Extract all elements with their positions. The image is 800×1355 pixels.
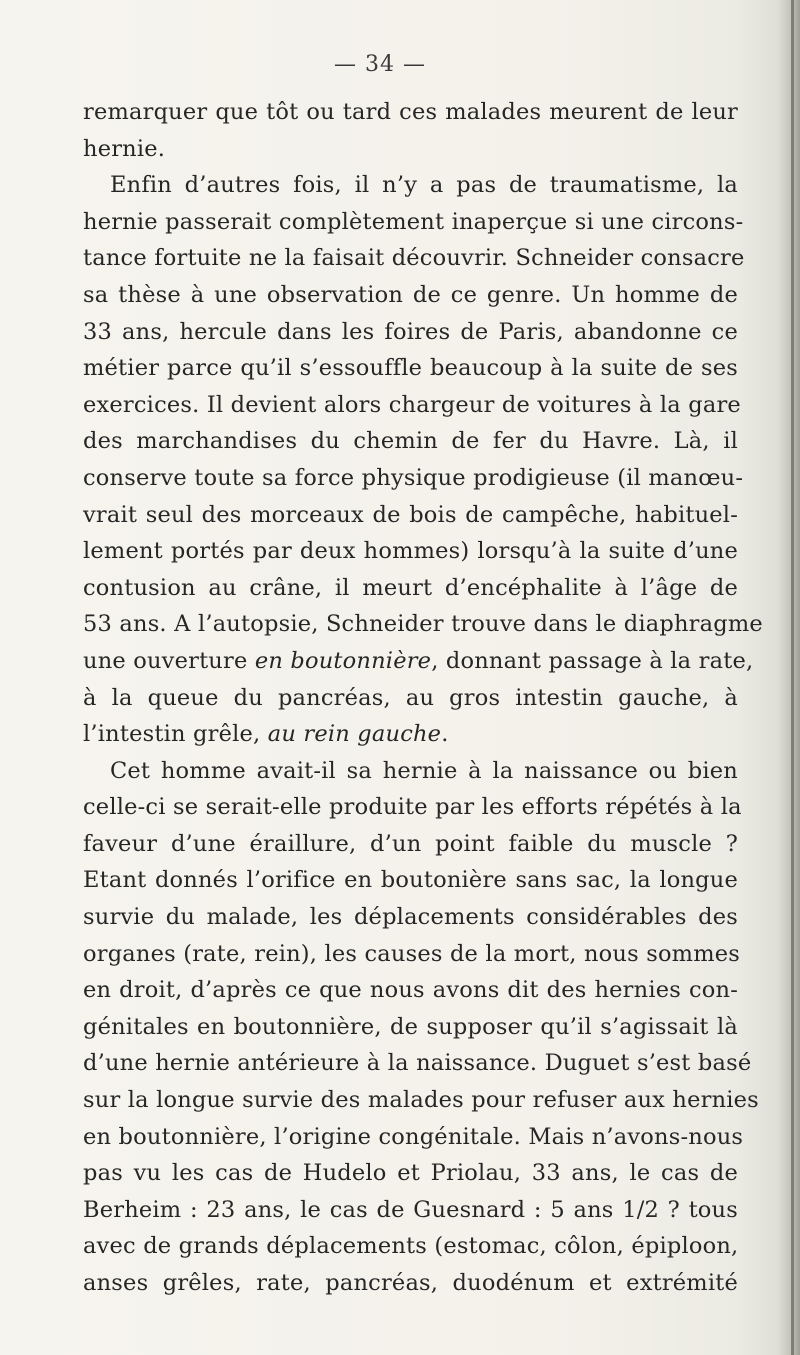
- text-line: vrait seul des morceaux de bois de campêche, habituel-: [83, 501, 738, 528]
- text-line: l’intestin grêle, au rein gauche.: [83, 721, 449, 748]
- page-edge-shadow: [778, 0, 800, 1355]
- text-line: d’une hernie antérieure à la naissance. Duguet s’est basé: [83, 1050, 752, 1077]
- text-line: Enfin d’autres fois, il n’y a pas de traumatisme, la: [110, 172, 738, 199]
- text-line: faveur d’une éraillure, d’un point faible du muscle ?: [83, 830, 738, 857]
- text-line: survie du malade, les déplacements considérables des: [83, 904, 738, 931]
- text-line: avec de grands déplacements (estomac, côlon, épiploon,: [83, 1233, 739, 1260]
- text-line: conserve toute sa force physique prodigieuse (il manœu-: [83, 464, 744, 491]
- italic-phrase: au rein gauche: [267, 721, 442, 748]
- text-line: lement portés par deux hommes) lorsqu’à la suite d’une: [83, 538, 738, 565]
- italic-phrase: en boutonnière: [254, 647, 432, 674]
- text-line: Berheim : 23 ans, le cas de Guesnard : 5 ans 1/2 ? tous: [83, 1196, 738, 1223]
- text-line: hernie passerait complètement inaperçue si une circons-: [83, 208, 744, 235]
- text-line: une ouverture en boutonnière, donnant passage à la rate,: [83, 647, 754, 674]
- text-line: Etant donnés l’orifice en boutonière sans sac, la longue: [83, 867, 738, 894]
- text-line: organes (rate, rein), les causes de la mort, nous sommes: [83, 940, 741, 967]
- page-edge-line: [791, 0, 794, 1355]
- text-line: 33 ans, hercule dans les foires de Paris, abandonne ce: [83, 318, 738, 345]
- text-line: anses grêles, rate, pancréas, duodénum et extrémité: [83, 1270, 738, 1296]
- page-number: — 34 —: [334, 52, 426, 77]
- text-line: celle-ci se serait-elle produite par les efforts répétés à la: [83, 794, 742, 821]
- text-line: tance fortuite ne la faisait découvrir. Schneider consacre: [83, 245, 745, 272]
- text-line: des marchandises du chemin de fer du Havre. Là, il: [83, 428, 738, 455]
- text-line: à la queue du pancréas, au gros intestin gauche, à: [83, 684, 738, 711]
- text-line: contusion au crâne, il meurt d’encéphalite à l’âge de: [83, 574, 738, 601]
- text-line: 53 ans. A l’autopsie, Schneider trouve dans le diaphragme: [83, 611, 763, 638]
- text-line: sur la longue survie des malades pour refuser aux hernies: [83, 1087, 759, 1114]
- text-line: sa thèse à une observation de ce genre. Un homme de: [83, 281, 738, 308]
- text-line: métier parce qu’il s’essouffle beaucoup à la suite de ses: [83, 355, 738, 382]
- text-line: pas vu les cas de Hudelo et Priolau, 33 ans, le cas de: [83, 1160, 738, 1187]
- text-line: en boutonnière, l’origine congénitale. Mais n’avons-nous: [83, 1123, 744, 1150]
- text-line: hernie.: [83, 135, 166, 162]
- text-line: remarquer que tôt ou tard ces malades meurent de leur: [83, 99, 738, 125]
- text-line: en droit, d’après ce que nous avons dit des hernies con-: [83, 977, 738, 1004]
- text-line: Cet homme avait-il sa hernie à la naissance ou bien: [110, 757, 738, 784]
- text-line: exercices. Il devient alors chargeur de voitures à la gare: [83, 391, 741, 418]
- text-line: génitales en boutonnière, de supposer qu’il s’agissait là: [83, 1013, 738, 1040]
- body-text: [83, 94, 763, 1302]
